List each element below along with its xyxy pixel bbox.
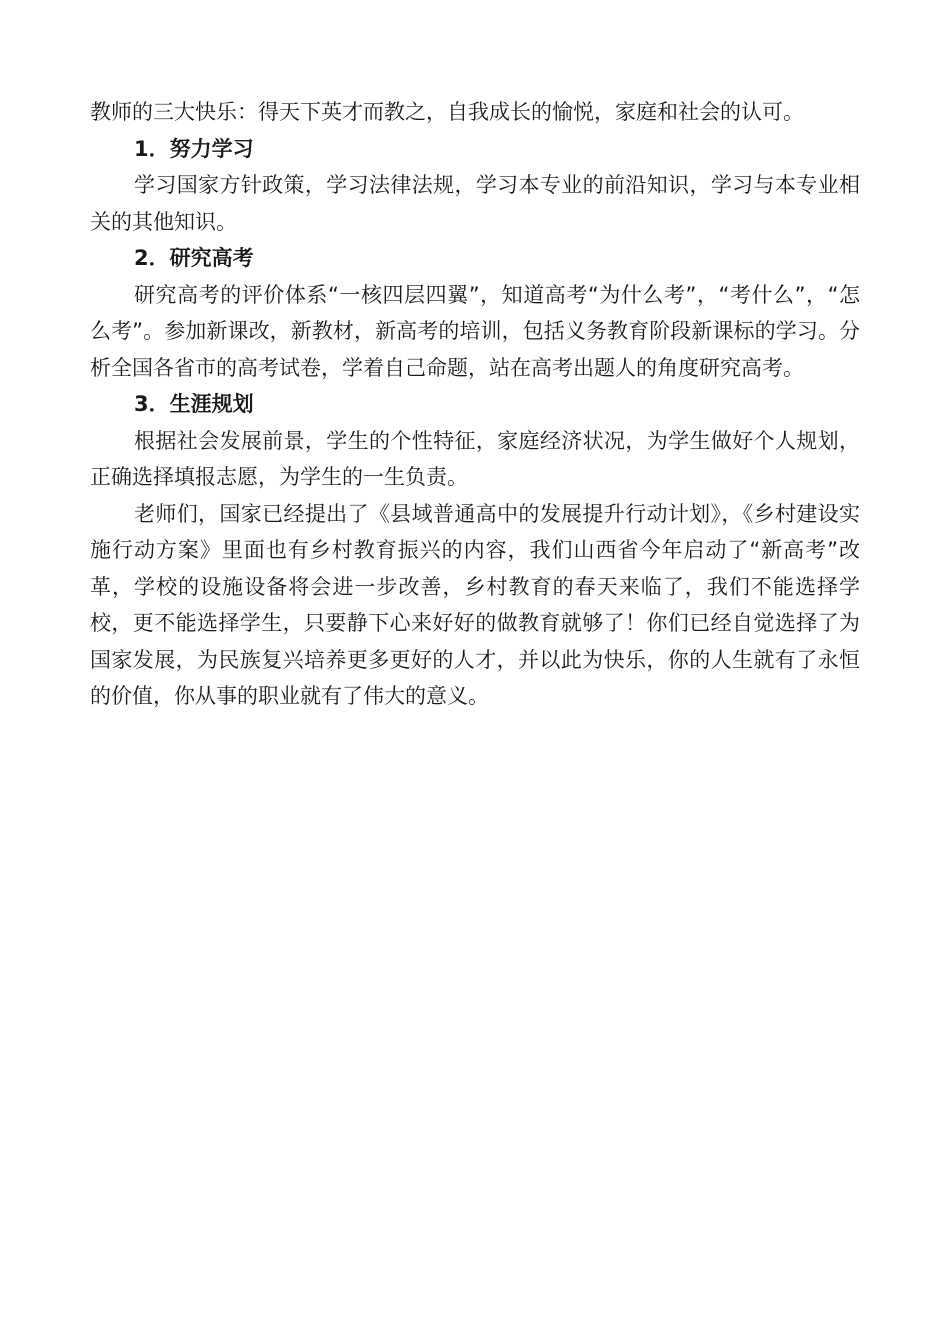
- section-heading-study: 1．努力学习: [134, 136, 254, 161]
- intro-paragraph: 教师的三大快乐：得天下英才而教之，自我成长的愉悦，家庭和社会的认可。: [90, 100, 804, 124]
- document-page: [90, 94, 860, 715]
- section-heading-exam-research: 2．研究高考: [134, 246, 254, 270]
- closing-paragraph: 老师们，国家已经提出了《县域普通高中的发展提升行动计划》，《乡村建设实施行动方案》里面也有乡村教育振兴的内容，我们山西省今年启动了“新高考”改革，学校的设施设备将会进一步改善，乡村教育的春天来临了，我们不能选择学校，更不能选择学生，只要静下心来好好的做教育就够了！你们已经自觉选择了为国家发展，为民族复兴培养更多更好的人才，并以此为快乐，你的人生就有了永恒的价值，你从事的职业就有了伟大的意义。: [90, 501, 860, 708]
- section-body-exam-research: 研究高考的评价体系“一核四层四翼”，知道高考“为什么考”，“考什么”，“怎么考”。参加新课改，新教材，新高考的培训，包括义务教育阶段新课标的学习。分析全国各省市的高考试卷，学着自己命题，站在高考出题人的角度研究高考。: [90, 282, 860, 380]
- section-heading-career-planning: 3．生涯规划: [134, 392, 254, 416]
- section-body-study: 学习国家方针政策，学习法律法规，学习本专业的前沿知识，学习与本专业相关的其他知识。: [90, 173, 860, 234]
- section-body-career-planning: 根据社会发展前景，学生的个性特征，家庭经济状况，为学生做好个人规划，正确选择填报志愿，为学生的一生负责。: [90, 428, 860, 489]
